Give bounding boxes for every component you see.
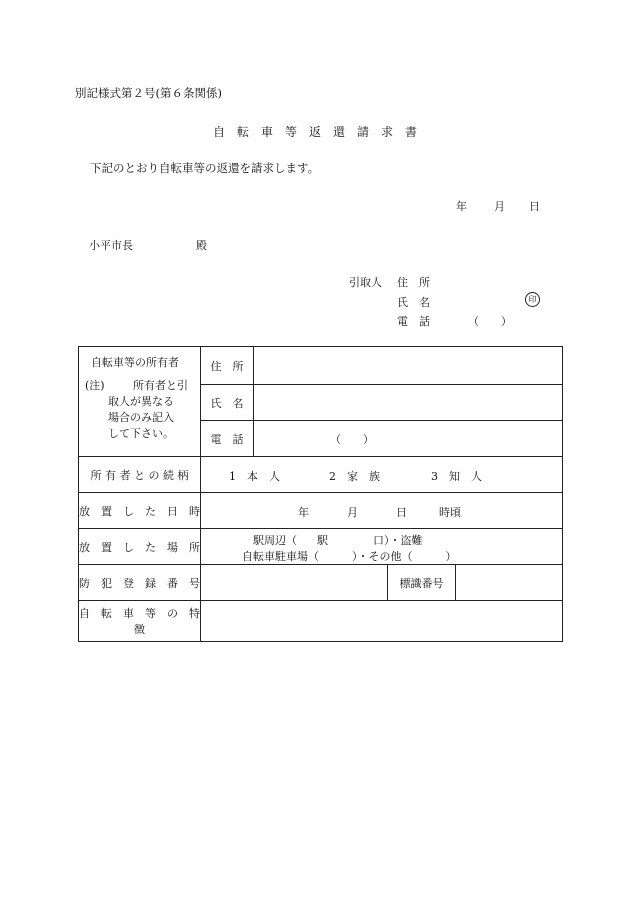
date-left-time: 時頃 <box>439 506 461 519</box>
date-month-label: 月 <box>494 200 505 213</box>
claimant-label: 引取人 <box>349 276 382 289</box>
owner-note-prefix: (注) <box>85 379 105 392</box>
claimant-name-label: 氏 名 <box>397 296 430 309</box>
owner-address-field[interactable] <box>254 347 563 385</box>
relation-option-family[interactable]: 2 家 族 <box>329 470 380 483</box>
date-left-day: 日 <box>396 506 407 519</box>
date-left-month: 月 <box>347 506 358 519</box>
form-reference: 別記様式第２号(第６条関係) <box>75 86 222 100</box>
relation-option-self[interactable]: 1 本 人 <box>229 470 280 483</box>
plate-number-label: 標識番号 <box>388 565 456 601</box>
place-line1-station: 駅周辺（ <box>253 534 297 547</box>
owner-note-line4: して下さい。 <box>108 427 174 440</box>
date-day-label: 日 <box>529 200 540 213</box>
registration-field[interactable] <box>201 565 388 601</box>
features-field[interactable] <box>201 601 563 642</box>
place-line1-eki: 駅 <box>317 534 328 547</box>
relation-options[interactable] <box>201 457 563 493</box>
claimant-phone-label: 電 話 <box>397 315 430 328</box>
intro-text: 下記のとおり自転車等の返還を請求します。 <box>90 161 320 175</box>
date-year-label: 年 <box>456 200 467 213</box>
form-title: 自 転 車 等 返 還 請 求 書 <box>212 125 417 139</box>
owner-note-line1: 所有者と引 <box>133 379 188 392</box>
plate-number-field[interactable] <box>456 565 563 601</box>
owner-phone-field[interactable] <box>254 421 563 457</box>
date-left-field[interactable] <box>201 493 563 529</box>
place-left-field[interactable] <box>201 529 563 565</box>
place-line2-parking-other: 自転車駐車場（ ）・その他（ ） <box>242 550 457 563</box>
date-left-year: 年 <box>298 506 309 519</box>
relation-label: 所 有 者 と の 続 柄 <box>79 457 201 493</box>
claimant-address-label: 住 所 <box>397 276 430 289</box>
owner-section-cell <box>79 347 201 457</box>
owner-note-line2: 取人が異なる <box>108 395 174 408</box>
date-left-label: 放 置 し た 日 時 <box>79 493 201 529</box>
owner-name-label: 氏 名 <box>201 385 254 421</box>
owner-address-label: 住 所 <box>201 347 254 385</box>
owner-name-field[interactable] <box>254 385 563 421</box>
return-request-table <box>78 346 563 642</box>
features-label: 自 転 車 等 の 特 徴 <box>79 601 201 642</box>
claimant-phone-parens: （ ） <box>468 315 512 328</box>
honorific: 殿 <box>196 239 207 252</box>
seal-circle: 印 <box>525 292 540 307</box>
relation-option-acquaintance[interactable]: 3 知 人 <box>431 470 482 483</box>
addressee: 小平市長 <box>89 239 133 252</box>
owner-note-line3: 場合のみ記入 <box>108 411 174 424</box>
place-left-label: 放 置 し た 場 所 <box>79 529 201 565</box>
registration-label: 防 犯 登 録 番 号 <box>79 565 201 601</box>
owner-phone-label: 電 話 <box>201 421 254 457</box>
owner-section-title: 自転車等の所有者 <box>91 356 179 369</box>
owner-phone-parens: （ ） <box>330 433 374 446</box>
place-line1-exit-theft: 口）・盗難 <box>373 534 423 547</box>
seal-mark <box>525 292 540 307</box>
